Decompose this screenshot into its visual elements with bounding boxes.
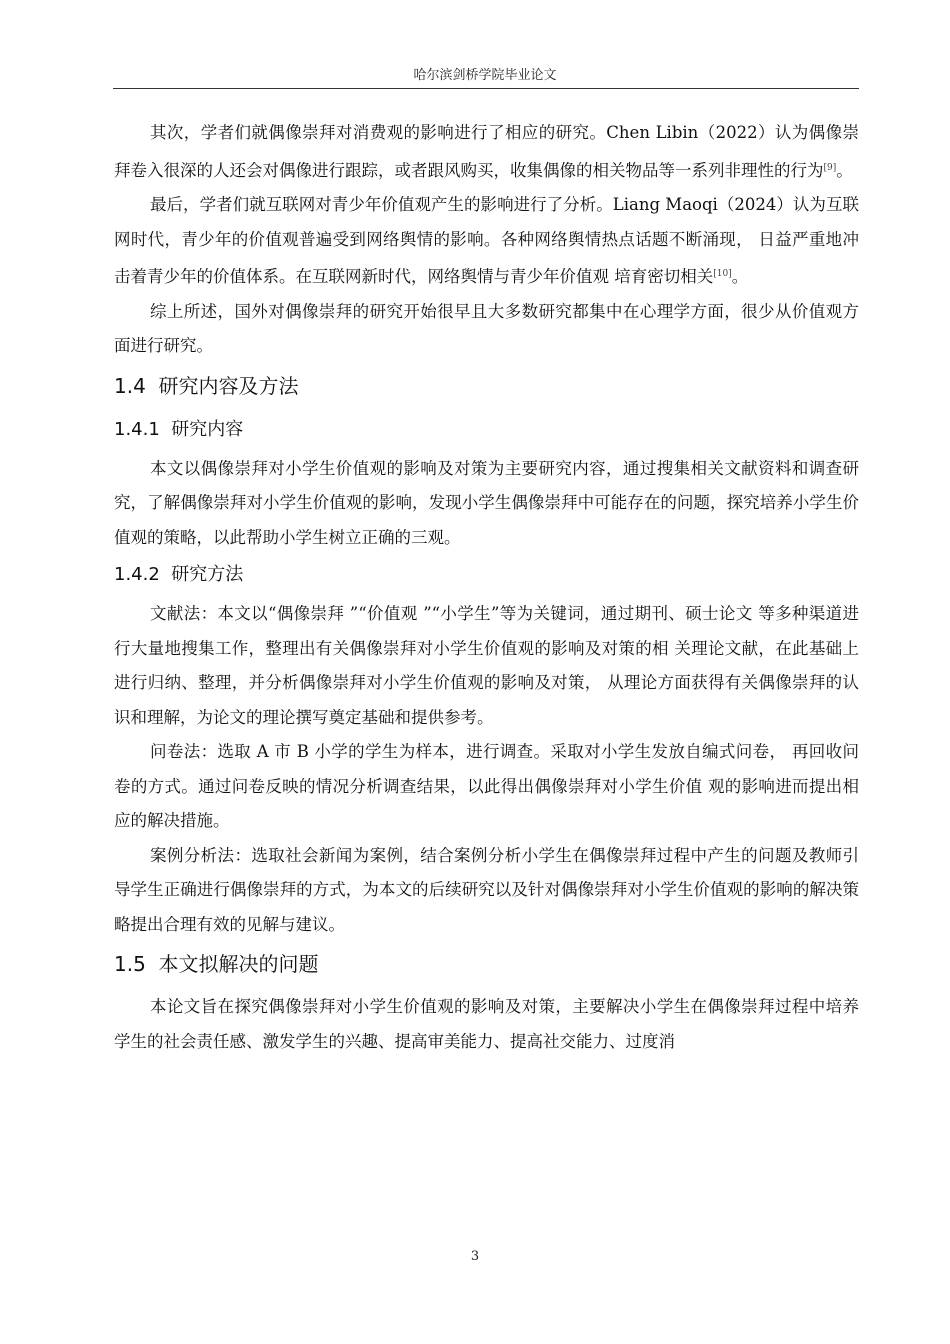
citation-10[interactable]: [10] xyxy=(713,269,732,279)
section-heading-1-5: 1.5 本文拟解决的问题 xyxy=(114,952,319,976)
paragraph-case-method: 案例分析法：选取社会新闻为案例，结合案例分析小学生在偶像崇拜过程中产生的问题及教师引导学生正确进行偶像崇拜的方式，为本文的后续研究以及针对偶像崇拜对小学生价值观的影响的解决策略提出合理有效的见解与建议。 xyxy=(114,845,859,934)
running-header: 哈尔滨剑桥学院毕业论文 xyxy=(413,68,557,83)
paragraph-literature-method: 文献法：本文以“偶像崇拜 ”“价值观 ”“小学生”等为关键词，通过期刊、硕士论文 等多种渠道进行大量地搜集工作，整理出有关偶像崇拜对小学生价值观的影响及对策的相 关理论文献，在此基础上进行归纳、整理，并分析偶像崇拜对小学生价值观的影响及对策， 从理论方面获得有关偶像崇拜的认识和理解，为论文的理论撰写奠定基础和提供参考。 xyxy=(114,604,859,727)
paragraph-internet: 最后，学者们就互联网对青少年价值观产生的影响进行了分析。Liang Maoqi（2024）认为互联网时代，青少年的价值观普遍受到网络舆情的影响。各种网络舆情热点话题不断涌现， 日益严重地冲击着青少年的价值体系。在互联网新时代，网络舆情与青少年价值观 培育密切相关[10]。 xyxy=(114,195,859,286)
section-heading-1-4: 1.4 研究内容及方法 xyxy=(114,373,299,398)
paragraph-summary: 综上所述，国外对偶像崇拜的研究开始很早且大多数研究都集中在心理学方面，很少从价值观方面进行研究。 xyxy=(114,301,859,355)
paragraph-problems: 本论文旨在探究偶像崇拜对小学生价值观的影响及对策，主要解决小学生在偶像崇拜过程中培养学生的社会责任感、激发学生的兴趣、提高审美能力、提高社交能力、过度消 xyxy=(114,997,859,1051)
header-divider xyxy=(113,88,859,89)
paragraph-research-content: 本文以偶像崇拜对小学生价值观的影响及对策为主要研究内容，通过搜集相关文献资料和调查研究，了解偶像崇拜对小学生价值观的影响，发现小学生偶像崇拜中可能存在的问题，探究培养小学生价值观的策略，以此帮助小学生树立正确的三观。 xyxy=(114,458,859,547)
citation-9[interactable]: [9] xyxy=(823,162,837,173)
page-number: 3 xyxy=(470,1249,480,1264)
paragraph-consumption: 其次，学者们就偶像崇拜对消费观的影响进行了相应的研究。Chen Libin（2022）认为偶像崇拜卷入很深的人还会对偶像进行跟踪，或者跟风购买，收集偶像的相关物品等一系列非理性的行为[9]。 xyxy=(114,123,859,180)
section-heading-1-4-2: 1.4.2 研究方法 xyxy=(114,564,244,585)
section-heading-1-4-1: 1.4.1 研究内容 xyxy=(114,418,244,440)
paragraph-survey-method: 问卷法：选取 A 市 B 小学的学生为样本，进行调查。采取对小学生发放自编式问卷， 再回收问卷的方式。通过问卷反映的情况分析调查结果，以此得出偶像崇拜对小学生价值 观的影响进而提出相应的解决措施。 xyxy=(114,742,859,830)
page-body xyxy=(114,116,859,1059)
